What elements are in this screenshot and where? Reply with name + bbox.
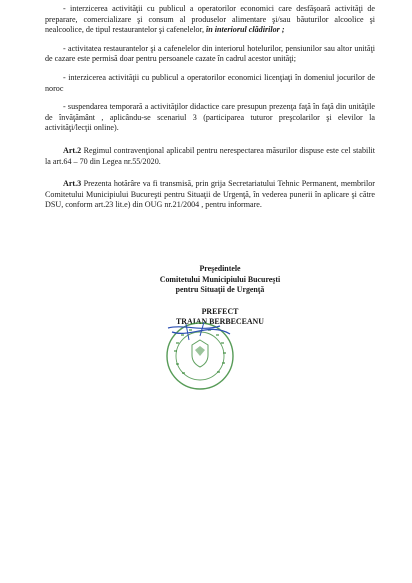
article-3: Art.3 Prezenta hotărâre va fi transmisă, prin grija Secretariatului Tehnic Permanent, membrilor Comitetului Municipiului Bucureşti pentru Situaţii de Urgenţă, în vederea punerii în aplicare şi către DSU, conform art.23 lit.e) din OUG nr.21/2004 , pentru informare.	[45, 179, 375, 210]
paragraph-3: - interzicerea activităţii cu publicul a operatorilor economici licenţiaţi în domeniul jocurilor de noroc	[45, 72, 375, 93]
signature-block	[100, 264, 340, 328]
paragraph-4: - suspendarea temporară a activităţilor didactice care presupun prezenţa faţă în faţă din unităţile de învăţământ , aplicându-se scenariul 3 (participarea tuturor preşcolarilor şi elevilor la activităţi/lecţii online).	[45, 102, 375, 133]
body-text	[45, 4, 375, 219]
signature-line-3: pentru Situaţii de Urgenţă	[175, 285, 265, 295]
article-2: Art.2 Regimul contravenţional aplicabil pentru nerespectarea măsurilor dispuse este cel stabilit la art.64 – 70 din Legea nr.55/2020.	[45, 145, 375, 166]
signature-line-2: Comitetului Municipiului Bucureşti	[159, 274, 281, 284]
signature-name: TRAIAN BERBECEANU	[176, 317, 264, 327]
paragraph-1: - interzicerea activităţii cu publicul a operatorilor economici care desfăşoară activităţi de preparare, comercializare şi consum al produselor alimentare şi/sau băuturilor alcoolice şi nealcoolice, de tipul restaurantelor şi cafenelelor, în interiorul clădirilor ;	[45, 4, 375, 35]
signature-line-1: Preşedintele	[199, 264, 241, 273]
signature-title: PREFECT	[201, 306, 239, 316]
paragraph-2: - activitatea restaurantelor şi a cafenelelor din interiorul hotelurilor, pensiunilor sau altor unităţi de cazare este permisă doar pentru persoanele cazate în cadrul acestor unităţi;	[45, 43, 375, 64]
official-stamp-icon	[164, 320, 236, 392]
emphasis-text: în interiorul clădirilor ;	[206, 25, 285, 35]
